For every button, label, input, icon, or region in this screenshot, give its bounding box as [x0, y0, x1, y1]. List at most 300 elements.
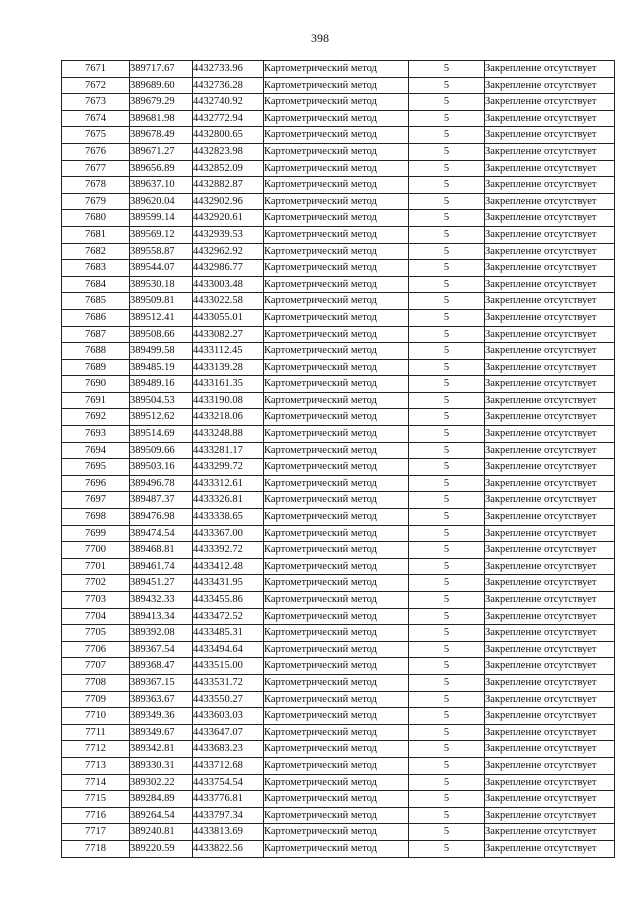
- page-number: 398: [311, 31, 329, 45]
- point-number-cell: 7680: [62, 210, 130, 227]
- accuracy-cell: 5: [409, 177, 485, 194]
- y-coordinate-cell: 4433494.64: [193, 641, 264, 658]
- x-coordinate-cell: 389509.81: [130, 293, 193, 310]
- point-number-cell: 7677: [62, 160, 130, 177]
- accuracy-cell: 5: [409, 475, 485, 492]
- table-row: [62, 61, 615, 78]
- table-row: [62, 160, 615, 177]
- accuracy-cell: 5: [409, 426, 485, 443]
- y-coordinate-cell: 4432939.53: [193, 226, 264, 243]
- y-coordinate-cell: 4432962.92: [193, 243, 264, 260]
- table-row: [62, 674, 615, 691]
- x-coordinate-cell: 389620.04: [130, 193, 193, 210]
- accuracy-cell: 5: [409, 492, 485, 509]
- accuracy-cell: 5: [409, 409, 485, 426]
- y-coordinate-cell: 4433822.56: [193, 840, 264, 857]
- method-cell: Картометрический метод: [264, 276, 409, 293]
- y-coordinate-cell: 4433003.48: [193, 276, 264, 293]
- method-cell: Картометрический метод: [264, 840, 409, 857]
- y-coordinate-cell: 4433531.72: [193, 674, 264, 691]
- fixation-cell: Закрепление отсутствует: [485, 376, 615, 393]
- fixation-cell: Закрепление отсутствует: [485, 774, 615, 791]
- point-number-cell: 7717: [62, 824, 130, 841]
- fixation-cell: Закрепление отсутствует: [485, 525, 615, 542]
- y-coordinate-cell: 4433161.35: [193, 376, 264, 393]
- x-coordinate-cell: 389392.08: [130, 625, 193, 642]
- accuracy-cell: 5: [409, 459, 485, 476]
- method-cell: Картометрический метод: [264, 774, 409, 791]
- x-coordinate-cell: 389569.12: [130, 226, 193, 243]
- point-number-cell: 7701: [62, 558, 130, 575]
- table-body: [62, 61, 615, 858]
- y-coordinate-cell: 4433299.72: [193, 459, 264, 476]
- y-coordinate-cell: 4433281.17: [193, 442, 264, 459]
- fixation-cell: Закрепление отсутствует: [485, 741, 615, 758]
- y-coordinate-cell: 4433647.07: [193, 724, 264, 741]
- y-coordinate-cell: 4433797.34: [193, 807, 264, 824]
- point-number-cell: 7687: [62, 326, 130, 343]
- x-coordinate-cell: 389330.31: [130, 757, 193, 774]
- x-coordinate-cell: 389487.37: [130, 492, 193, 509]
- y-coordinate-cell: 4433431.95: [193, 575, 264, 592]
- point-number-cell: 7689: [62, 359, 130, 376]
- table-row: [62, 343, 615, 360]
- method-cell: Картометрический метод: [264, 243, 409, 260]
- accuracy-cell: 5: [409, 592, 485, 609]
- method-cell: Картометрический метод: [264, 492, 409, 509]
- accuracy-cell: 5: [409, 542, 485, 559]
- accuracy-cell: 5: [409, 791, 485, 808]
- point-number-cell: 7674: [62, 110, 130, 127]
- method-cell: Картометрический метод: [264, 426, 409, 443]
- table-row: [62, 708, 615, 725]
- y-coordinate-cell: 4433055.01: [193, 309, 264, 326]
- method-cell: Картометрический метод: [264, 359, 409, 376]
- fixation-cell: Закрепление отсутствует: [485, 442, 615, 459]
- table-row: [62, 525, 615, 542]
- y-coordinate-cell: 4433683.23: [193, 741, 264, 758]
- point-number-cell: 7708: [62, 674, 130, 691]
- fixation-cell: Закрепление отсутствует: [485, 326, 615, 343]
- point-number-cell: 7714: [62, 774, 130, 791]
- method-cell: Картометрический метод: [264, 691, 409, 708]
- fixation-cell: Закрепление отсутствует: [485, 243, 615, 260]
- y-coordinate-cell: 4433754.54: [193, 774, 264, 791]
- point-number-cell: 7702: [62, 575, 130, 592]
- fixation-cell: Закрепление отсутствует: [485, 575, 615, 592]
- fixation-cell: Закрепление отсутствует: [485, 757, 615, 774]
- table-row: [62, 459, 615, 476]
- x-coordinate-cell: 389432.33: [130, 592, 193, 609]
- y-coordinate-cell: 4433412.48: [193, 558, 264, 575]
- x-coordinate-cell: 389349.67: [130, 724, 193, 741]
- fixation-cell: Закрепление отсутствует: [485, 61, 615, 78]
- point-number-cell: 7711: [62, 724, 130, 741]
- x-coordinate-cell: 389342.81: [130, 741, 193, 758]
- accuracy-cell: 5: [409, 741, 485, 758]
- point-number-cell: 7712: [62, 741, 130, 758]
- table-row: [62, 625, 615, 642]
- y-coordinate-cell: 4433712.68: [193, 757, 264, 774]
- x-coordinate-cell: 389451.27: [130, 575, 193, 592]
- x-coordinate-cell: 389689.60: [130, 77, 193, 94]
- fixation-cell: Закрепление отсутствует: [485, 641, 615, 658]
- method-cell: Картометрический метод: [264, 741, 409, 758]
- accuracy-cell: 5: [409, 641, 485, 658]
- x-coordinate-cell: 389599.14: [130, 210, 193, 227]
- table-row: [62, 724, 615, 741]
- table-row: [62, 641, 615, 658]
- method-cell: Картометрический метод: [264, 127, 409, 144]
- point-number-cell: 7700: [62, 542, 130, 559]
- accuracy-cell: 5: [409, 525, 485, 542]
- fixation-cell: Закрепление отсутствует: [485, 791, 615, 808]
- accuracy-cell: 5: [409, 260, 485, 277]
- method-cell: Картометрический метод: [264, 674, 409, 691]
- method-cell: Картометрический метод: [264, 475, 409, 492]
- accuracy-cell: 5: [409, 127, 485, 144]
- method-cell: Картометрический метод: [264, 77, 409, 94]
- point-number-cell: 7685: [62, 293, 130, 310]
- x-coordinate-cell: 389367.54: [130, 641, 193, 658]
- point-number-cell: 7679: [62, 193, 130, 210]
- table-row: [62, 807, 615, 824]
- fixation-cell: Закрепление отсутствует: [485, 824, 615, 841]
- point-number-cell: 7684: [62, 276, 130, 293]
- fixation-cell: Закрепление отсутствует: [485, 177, 615, 194]
- accuracy-cell: 5: [409, 226, 485, 243]
- table-row: [62, 575, 615, 592]
- point-number-cell: 7707: [62, 658, 130, 675]
- y-coordinate-cell: 4433248.88: [193, 426, 264, 443]
- x-coordinate-cell: 389489.16: [130, 376, 193, 393]
- accuracy-cell: 5: [409, 392, 485, 409]
- fixation-cell: Закрепление отсутствует: [485, 724, 615, 741]
- method-cell: Картометрический метод: [264, 143, 409, 160]
- x-coordinate-cell: 389530.18: [130, 276, 193, 293]
- accuracy-cell: 5: [409, 293, 485, 310]
- method-cell: Картометрический метод: [264, 641, 409, 658]
- accuracy-cell: 5: [409, 160, 485, 177]
- x-coordinate-cell: 389503.16: [130, 459, 193, 476]
- table-row: [62, 840, 615, 857]
- point-number-cell: 7690: [62, 376, 130, 393]
- x-coordinate-cell: 389496.78: [130, 475, 193, 492]
- point-number-cell: 7709: [62, 691, 130, 708]
- x-coordinate-cell: 389509.66: [130, 442, 193, 459]
- table-row: [62, 658, 615, 675]
- method-cell: Картометрический метод: [264, 293, 409, 310]
- x-coordinate-cell: 389367.15: [130, 674, 193, 691]
- table-row: [62, 94, 615, 111]
- table-row: [62, 376, 615, 393]
- fixation-cell: Закрепление отсутствует: [485, 343, 615, 360]
- accuracy-cell: 5: [409, 77, 485, 94]
- accuracy-cell: 5: [409, 757, 485, 774]
- y-coordinate-cell: 4433112.45: [193, 343, 264, 360]
- y-coordinate-cell: 4432920.61: [193, 210, 264, 227]
- method-cell: Картометрический метод: [264, 409, 409, 426]
- method-cell: Картометрический метод: [264, 509, 409, 526]
- method-cell: Картометрический метод: [264, 160, 409, 177]
- fixation-cell: Закрепление отсутствует: [485, 77, 615, 94]
- point-number-cell: 7688: [62, 343, 130, 360]
- point-number-cell: 7713: [62, 757, 130, 774]
- accuracy-cell: 5: [409, 608, 485, 625]
- y-coordinate-cell: 4432902.96: [193, 193, 264, 210]
- table-row: [62, 226, 615, 243]
- point-number-cell: 7675: [62, 127, 130, 144]
- table-row: [62, 774, 615, 791]
- fixation-cell: Закрепление отсутствует: [485, 193, 615, 210]
- y-coordinate-cell: 4433338.65: [193, 509, 264, 526]
- y-coordinate-cell: 4432823.98: [193, 143, 264, 160]
- accuracy-cell: 5: [409, 61, 485, 78]
- table-row: [62, 492, 615, 509]
- y-coordinate-cell: 4432986.77: [193, 260, 264, 277]
- accuracy-cell: 5: [409, 724, 485, 741]
- table-row: [62, 127, 615, 144]
- point-number-cell: 7703: [62, 592, 130, 609]
- method-cell: Картометрический метод: [264, 807, 409, 824]
- table-row: [62, 475, 615, 492]
- x-coordinate-cell: 389220.59: [130, 840, 193, 857]
- point-number-cell: 7678: [62, 177, 130, 194]
- y-coordinate-cell: 4433367.00: [193, 525, 264, 542]
- y-coordinate-cell: 4433776.81: [193, 791, 264, 808]
- y-coordinate-cell: 4433813.69: [193, 824, 264, 841]
- method-cell: Картометрический метод: [264, 110, 409, 127]
- point-number-cell: 7673: [62, 94, 130, 111]
- point-number-cell: 7682: [62, 243, 130, 260]
- point-number-cell: 7681: [62, 226, 130, 243]
- table-row: [62, 293, 615, 310]
- y-coordinate-cell: 4432882.87: [193, 177, 264, 194]
- accuracy-cell: 5: [409, 376, 485, 393]
- method-cell: Картометрический метод: [264, 592, 409, 609]
- fixation-cell: Закрепление отсутствует: [485, 691, 615, 708]
- fixation-cell: Закрепление отсутствует: [485, 226, 615, 243]
- accuracy-cell: 5: [409, 625, 485, 642]
- y-coordinate-cell: 4433550.27: [193, 691, 264, 708]
- x-coordinate-cell: 389461.74: [130, 558, 193, 575]
- method-cell: Картометрический метод: [264, 658, 409, 675]
- y-coordinate-cell: 4433392.72: [193, 542, 264, 559]
- x-coordinate-cell: 389717.67: [130, 61, 193, 78]
- point-number-cell: 7686: [62, 309, 130, 326]
- fixation-cell: Закрепление отсутствует: [485, 94, 615, 111]
- x-coordinate-cell: 389512.41: [130, 309, 193, 326]
- fixation-cell: Закрепление отсутствует: [485, 260, 615, 277]
- accuracy-cell: 5: [409, 193, 485, 210]
- x-coordinate-cell: 389558.87: [130, 243, 193, 260]
- point-number-cell: 7672: [62, 77, 130, 94]
- x-coordinate-cell: 389504.53: [130, 392, 193, 409]
- point-number-cell: 7716: [62, 807, 130, 824]
- y-coordinate-cell: 4433139.28: [193, 359, 264, 376]
- method-cell: Картометрический метод: [264, 177, 409, 194]
- x-coordinate-cell: 389671.27: [130, 143, 193, 160]
- x-coordinate-cell: 389476.98: [130, 509, 193, 526]
- fixation-cell: Закрепление отсутствует: [485, 276, 615, 293]
- point-number-cell: 7683: [62, 260, 130, 277]
- accuracy-cell: 5: [409, 824, 485, 841]
- accuracy-cell: 5: [409, 774, 485, 791]
- method-cell: Картометрический метод: [264, 226, 409, 243]
- y-coordinate-cell: 4433515.00: [193, 658, 264, 675]
- accuracy-cell: 5: [409, 276, 485, 293]
- x-coordinate-cell: 389302.22: [130, 774, 193, 791]
- fixation-cell: Закрепление отсутствует: [485, 392, 615, 409]
- y-coordinate-cell: 4433485.31: [193, 625, 264, 642]
- x-coordinate-cell: 389468.81: [130, 542, 193, 559]
- accuracy-cell: 5: [409, 359, 485, 376]
- fixation-cell: Закрепление отсутствует: [485, 492, 615, 509]
- y-coordinate-cell: 4433326.81: [193, 492, 264, 509]
- fixation-cell: Закрепление отсутствует: [485, 459, 615, 476]
- accuracy-cell: 5: [409, 243, 485, 260]
- accuracy-cell: 5: [409, 575, 485, 592]
- x-coordinate-cell: 389368.47: [130, 658, 193, 675]
- accuracy-cell: 5: [409, 658, 485, 675]
- method-cell: Картометрический метод: [264, 343, 409, 360]
- x-coordinate-cell: 389681.98: [130, 110, 193, 127]
- method-cell: Картометрический метод: [264, 542, 409, 559]
- accuracy-cell: 5: [409, 509, 485, 526]
- accuracy-cell: 5: [409, 326, 485, 343]
- table-row: [62, 77, 615, 94]
- method-cell: Картометрический метод: [264, 757, 409, 774]
- fixation-cell: Закрепление отсутствует: [485, 608, 615, 625]
- fixation-cell: Закрепление отсутствует: [485, 592, 615, 609]
- method-cell: Картометрический метод: [264, 525, 409, 542]
- fixation-cell: Закрепление отсутствует: [485, 293, 615, 310]
- x-coordinate-cell: 389512.62: [130, 409, 193, 426]
- x-coordinate-cell: 389363.67: [130, 691, 193, 708]
- accuracy-cell: 5: [409, 840, 485, 857]
- x-coordinate-cell: 389508.66: [130, 326, 193, 343]
- fixation-cell: Закрепление отсутствует: [485, 110, 615, 127]
- fixation-cell: Закрепление отсутствует: [485, 674, 615, 691]
- table-row: [62, 542, 615, 559]
- method-cell: Картометрический метод: [264, 558, 409, 575]
- table-row: [62, 193, 615, 210]
- fixation-cell: Закрепление отсутствует: [485, 509, 615, 526]
- method-cell: Картометрический метод: [264, 94, 409, 111]
- y-coordinate-cell: 4433472.52: [193, 608, 264, 625]
- fixation-cell: Закрепление отсутствует: [485, 558, 615, 575]
- table-row: [62, 509, 615, 526]
- x-coordinate-cell: 389656.89: [130, 160, 193, 177]
- x-coordinate-cell: 389349.36: [130, 708, 193, 725]
- x-coordinate-cell: 389679.29: [130, 94, 193, 111]
- table-row: [62, 409, 615, 426]
- y-coordinate-cell: 4433082.27: [193, 326, 264, 343]
- method-cell: Картометрический метод: [264, 575, 409, 592]
- x-coordinate-cell: 389474.54: [130, 525, 193, 542]
- accuracy-cell: 5: [409, 343, 485, 360]
- method-cell: Картометрический метод: [264, 459, 409, 476]
- method-cell: Картометрический метод: [264, 61, 409, 78]
- fixation-cell: Закрепление отсутствует: [485, 359, 615, 376]
- point-number-cell: 7696: [62, 475, 130, 492]
- method-cell: Картометрический метод: [264, 724, 409, 741]
- point-number-cell: 7718: [62, 840, 130, 857]
- point-number-cell: 7699: [62, 525, 130, 542]
- x-coordinate-cell: 389678.49: [130, 127, 193, 144]
- accuracy-cell: 5: [409, 110, 485, 127]
- fixation-cell: Закрепление отсутствует: [485, 542, 615, 559]
- method-cell: Картометрический метод: [264, 608, 409, 625]
- method-cell: Картометрический метод: [264, 326, 409, 343]
- accuracy-cell: 5: [409, 94, 485, 111]
- y-coordinate-cell: 4433455.86: [193, 592, 264, 609]
- method-cell: Картометрический метод: [264, 260, 409, 277]
- point-number-cell: 7694: [62, 442, 130, 459]
- table-row: [62, 558, 615, 575]
- y-coordinate-cell: 4433190.08: [193, 392, 264, 409]
- y-coordinate-cell: 4432733.96: [193, 61, 264, 78]
- point-number-cell: 7695: [62, 459, 130, 476]
- point-number-cell: 7698: [62, 509, 130, 526]
- point-number-cell: 7704: [62, 608, 130, 625]
- table-row: [62, 177, 615, 194]
- accuracy-cell: 5: [409, 691, 485, 708]
- x-coordinate-cell: 389499.58: [130, 343, 193, 360]
- table-row: [62, 608, 615, 625]
- point-number-cell: 7676: [62, 143, 130, 160]
- point-number-cell: 7671: [62, 61, 130, 78]
- fixation-cell: Закрепление отсутствует: [485, 708, 615, 725]
- y-coordinate-cell: 4432740.92: [193, 94, 264, 111]
- table-row: [62, 791, 615, 808]
- accuracy-cell: 5: [409, 674, 485, 691]
- table-row: [62, 824, 615, 841]
- point-number-cell: 7691: [62, 392, 130, 409]
- point-number-cell: 7697: [62, 492, 130, 509]
- table-row: [62, 210, 615, 227]
- table-row: [62, 309, 615, 326]
- table-row: [62, 757, 615, 774]
- table-row: [62, 741, 615, 758]
- table-row: [62, 691, 615, 708]
- point-number-cell: 7706: [62, 641, 130, 658]
- table-row: [62, 260, 615, 277]
- accuracy-cell: 5: [409, 807, 485, 824]
- method-cell: Картометрический метод: [264, 708, 409, 725]
- method-cell: Картометрический метод: [264, 442, 409, 459]
- x-coordinate-cell: 389264.54: [130, 807, 193, 824]
- accuracy-cell: 5: [409, 558, 485, 575]
- fixation-cell: Закрепление отсутствует: [485, 625, 615, 642]
- accuracy-cell: 5: [409, 210, 485, 227]
- accuracy-cell: 5: [409, 442, 485, 459]
- table-row: [62, 359, 615, 376]
- y-coordinate-cell: 4433218.06: [193, 409, 264, 426]
- x-coordinate-cell: 389637.10: [130, 177, 193, 194]
- fixation-cell: Закрепление отсутствует: [485, 409, 615, 426]
- method-cell: Картометрический метод: [264, 791, 409, 808]
- table-row: [62, 392, 615, 409]
- y-coordinate-cell: 4432852.09: [193, 160, 264, 177]
- table-row: [62, 276, 615, 293]
- y-coordinate-cell: 4432800.65: [193, 127, 264, 144]
- y-coordinate-cell: 4433312.61: [193, 475, 264, 492]
- y-coordinate-cell: 4432772.94: [193, 110, 264, 127]
- x-coordinate-cell: 389284.89: [130, 791, 193, 808]
- accuracy-cell: 5: [409, 143, 485, 160]
- x-coordinate-cell: 389413.34: [130, 608, 193, 625]
